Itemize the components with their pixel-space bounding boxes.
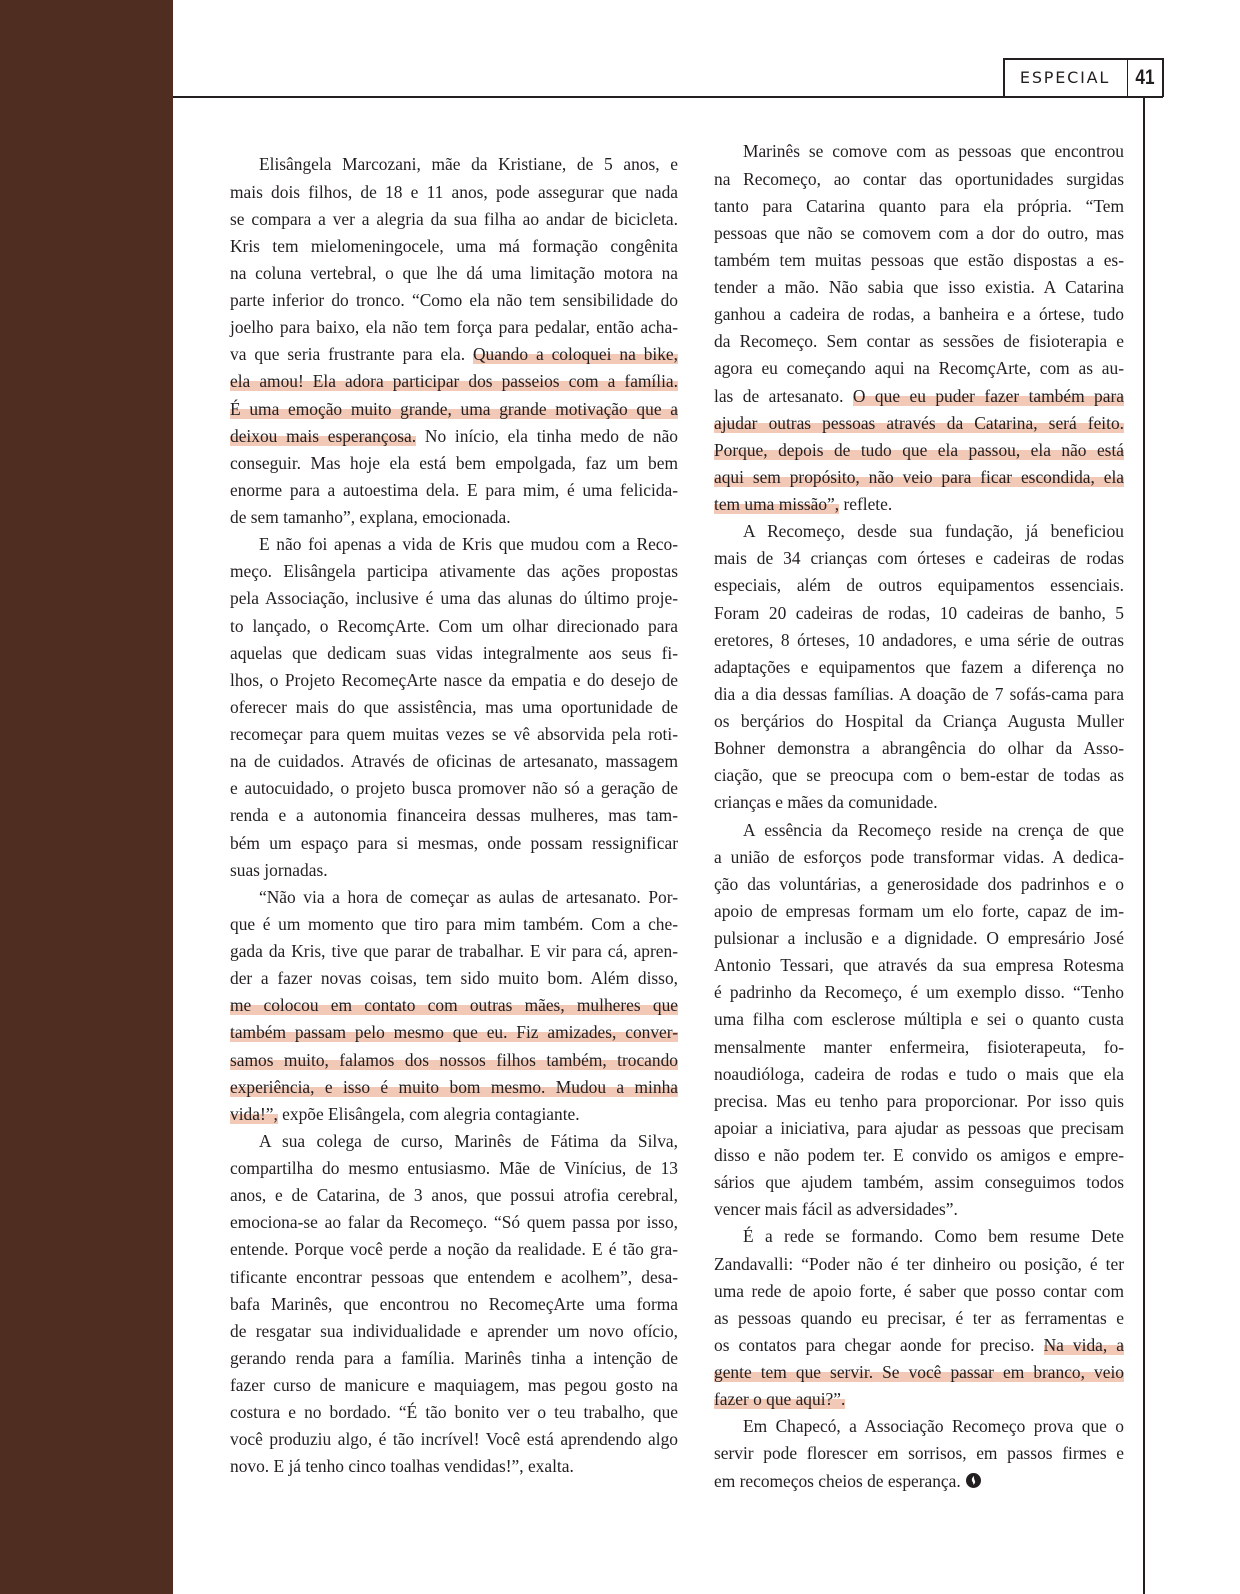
text-line: pulsionar a inclusão e a dignidade. O empresário José (714, 928, 1124, 949)
text-line: agora eu começando aqui na RecomçArte, com as au- (714, 358, 1124, 379)
text-segment: las de artesanato. (714, 385, 853, 406)
text-line: especiais, além de outros equipamentos essenciais. (714, 575, 1124, 596)
text-line: costura e no bordado. “É tão bonito ver o teu trabalho, que (230, 1402, 678, 1423)
text-line: entende. Porque você perde a noção da realidade. E é tão gra- (230, 1239, 678, 1260)
text-line: na Recomeço, ao contar das oportunidades surgidas (714, 168, 1124, 189)
paragraph (714, 1413, 1124, 1494)
highlighted-text: deixou mais esperançosa. (230, 425, 417, 446)
text-line: em recomeços cheios de esperança. (714, 1468, 1124, 1495)
text-line: gerando renda para a família. Marinês tinha a intenção de (230, 1347, 678, 1368)
text-line: gada da Kris, tive que parar de trabalhar. E vir para cá, apren- (230, 941, 678, 962)
text-line (714, 1359, 1124, 1386)
article-left-column (230, 151, 678, 1480)
article-right-column (714, 138, 1124, 1494)
text-line: fazer curso de manicure e maquiagem, mas pegou gosto na (230, 1375, 678, 1396)
header-box-divider (1127, 58, 1129, 97)
text-line: se compara a ver a alegria da sua filha ao andar de bicicleta. (230, 208, 678, 229)
text-line: eretores, 8 órteses, 10 andadores, e uma série de outras (714, 629, 1124, 650)
text-line: “Não via a hora de começar as aulas de artesanato. Por- (259, 886, 678, 907)
section-label: ESPECIAL (1019, 68, 1111, 87)
text-line: Bohner demonstra a abrangência do olhar da Asso- (714, 738, 1124, 759)
text-line: Foram 20 cadeiras de rodas, 10 cadeiras de banho, 5 (714, 602, 1124, 623)
text-line (714, 383, 1124, 410)
text-line: joelho para baixo, ela não tem força para pedalar, então acha- (230, 317, 678, 338)
text-line: vencer mais fácil as adversidades”. (714, 1199, 958, 1220)
text-segment: va que seria frustrante para ela. (230, 344, 473, 365)
text-line: oferecer mais do que assistência, mas uma oportunidade de (230, 696, 678, 717)
highlighted-text: fazer o que aqui?”. (714, 1389, 846, 1410)
text-line: compartilha do mesmo entusiasmo. Mãe de Vinícius, de 13 (230, 1158, 678, 1179)
text-line: disso e não podem ter. E convido os amigos e empre- (714, 1145, 1124, 1166)
text-line: renda e a autonomia financeira dessas mulheres, mas tam- (230, 805, 678, 826)
highlighted-text: vida!”, (230, 1103, 278, 1124)
text-line: tanto para Catarina quanto para ela própria. “Tem (714, 195, 1124, 216)
text-line: é padrinho da Recomeço, é um exemplo disso. “Tenho (714, 982, 1124, 1003)
end-mark-icon (966, 1473, 981, 1488)
highlighted-text: experiência, e isso é muito bom mesmo. Mudou a minha (230, 1076, 678, 1097)
text-line: emociona-se ao falar da Recomeço. “Só quem passa por isso, (230, 1212, 678, 1233)
paragraph (714, 138, 1124, 518)
text-line (714, 410, 1124, 437)
text-segment: No início, ela tinha medo de não (416, 425, 679, 446)
text-line: servir pode florescer em sorrisos, em passos firmes e (714, 1443, 1124, 1464)
text-line (714, 437, 1124, 464)
text-line: mensalmente manter enfermeira, fisioterapeuta, fo- (714, 1036, 1124, 1057)
highlighted-text: É uma emoção muito grande, uma grande motivação que a (230, 398, 678, 419)
paragraph (714, 518, 1124, 816)
text-line: anos, e de Catarina, de 3 anos, que possui atrofia cerebral, (230, 1185, 678, 1206)
text-line (230, 1074, 678, 1101)
text-line (714, 1386, 1124, 1413)
text-line: ciação, que se preocupa com o bem-estar de todas as (714, 765, 1124, 786)
paragraph (714, 817, 1124, 1224)
text-line (230, 1019, 678, 1046)
text-line: tificante encontrar pessoas que entendem e acolhem”, desa- (230, 1266, 678, 1287)
highlighted-text: Porque, depois de tudo que ela passou, ela não está (714, 439, 1124, 460)
text-line: dia a dia dessas famílias. A doação de 7 sofás-cama para (714, 683, 1124, 704)
text-line: der a fazer novas coisas, tem sido muito bom. Além disso, (230, 968, 678, 989)
highlighted-text: também passam pelo mesmo que eu. Fiz amizades, conver- (230, 1022, 678, 1043)
text-segment: reflete. (839, 494, 893, 515)
text-line: de resgatar sua individualidade e aprender um novo ofício, (230, 1320, 678, 1341)
text-line (714, 1332, 1124, 1359)
text-line (230, 1101, 678, 1128)
text-line: uma filha com esclerose múltipla e sei o quanto custa (714, 1009, 1124, 1030)
text-line: da Recomeço. Sem contar as sessões de fisioterapia e (714, 331, 1124, 352)
highlighted-text: aqui sem propósito, não veio para ficar escondida, ela (714, 466, 1124, 487)
text-line: aquelas que dedicam suas vidas integralmente aos seus fi- (230, 642, 678, 663)
text-segment: expõe Elisângela, com alegria contagiante. (277, 1103, 580, 1124)
text-line: to lançado, o RecomçArte. Com um olhar direcionado para (230, 615, 678, 636)
header-rule (173, 96, 1163, 98)
text-line: também tem muitas pessoas que estão dispostas a es- (714, 249, 1124, 270)
text-line: mais de 34 crianças com órteses e cadeiras de rodas (714, 548, 1124, 569)
paragraph (714, 1223, 1124, 1413)
text-line: adaptações e equipamentos que fazem a diferença no (714, 656, 1124, 677)
highlighted-text: Quando a coloquei na bike, (472, 344, 678, 365)
text-line: bém um espaço para si mesmas, onde possam ressignificar (230, 832, 678, 853)
paragraph (230, 884, 678, 1128)
text-line (230, 396, 678, 423)
text-line: novo. E já tenho cinco toalhas vendidas!”, exalta. (230, 1456, 574, 1477)
text-line: Zandavalli: “Poder não é ter dinheiro ou posição, é ter (714, 1253, 1124, 1274)
text-line (230, 341, 678, 368)
highlighted-text: O que eu puder fazer também para (852, 385, 1124, 406)
text-line: os berçários do Hospital da Criança Augusta Muller (714, 711, 1124, 732)
page-number: 41 (1135, 65, 1155, 89)
text-line: noaudióloga, cadeira de rodas e tudo o mais que ela (714, 1063, 1124, 1084)
text-line: lhos, o Projeto RecomeçArte nasce da empatia e do desejo de (230, 669, 678, 690)
text-line: Antonio Tessari, que através da sua empresa Rotesma (714, 955, 1124, 976)
text-line: Elisângela Marcozani, mãe da Kristiane, de 5 anos, e (259, 154, 678, 175)
text-line: sários que ajudem também, assim conseguimos todos (714, 1172, 1124, 1193)
text-line: parte inferior do tronco. “Como ela não tem sensibilidade do (230, 290, 678, 311)
highlighted-text: me colocou em contato com outras mães, mulheres que (230, 995, 678, 1016)
text-line: A sua colega de curso, Marinês de Fátima da Silva, (259, 1130, 678, 1151)
text-line: tender a mão. Não sabia que isso existia. A Catarina (714, 277, 1124, 298)
text-line: e autocuidado, o projeto busca promover não só a geração de (230, 778, 678, 799)
highlighted-text: samos muito, falamos dos nossos filhos também, trocando (230, 1049, 678, 1070)
text-line: Kris tem mielomeningocele, uma má formação congênita (230, 235, 678, 256)
text-line: bafa Marinês, que encontrou no RecomeçArte uma forma (230, 1293, 678, 1314)
text-line: pessoas que não se comovem com a dor do outro, mas (714, 222, 1124, 243)
text-line: apoiar a iniciativa, para ajudar as pessoas que precisam (714, 1117, 1124, 1138)
text-line: precisa. Mas eu tenho para proporcionar. Por isso quis (714, 1090, 1124, 1111)
text-line: suas jornadas. (230, 859, 328, 880)
text-line: Em Chapecó, a Associação Recomeço prova que o (743, 1416, 1124, 1437)
highlighted-text: Na vida, a (1043, 1334, 1124, 1355)
highlighted-text: ajudar outras pessoas através da Catarina, será feito. (714, 412, 1124, 433)
text-line: apoio de empresas formam um elo forte, capaz de im- (714, 900, 1124, 921)
text-line (230, 992, 678, 1019)
text-segment: os contatos para chegar aonde for preciso. (714, 1334, 1044, 1355)
text-line (230, 1047, 678, 1074)
text-line: pela Associação, inclusive é uma das alunas do último proje- (230, 588, 678, 609)
text-line: A Recomeço, desde sua fundação, já beneficiou (743, 521, 1124, 542)
paragraph (230, 1128, 678, 1481)
text-line: ção das voluntárias, a generosidade dos padrinhos e o (714, 873, 1124, 894)
text-line: recomeçar para quem muitas vezes se vê absorvida pela roti- (230, 724, 678, 745)
text-line: a união de esforços pode transformar vidas. A dedica- (714, 846, 1124, 867)
header-box-right-rule (1162, 58, 1164, 97)
text-line (714, 491, 1124, 518)
text-line (230, 368, 678, 395)
text-line: crianças e mães da comunidade. (714, 792, 938, 813)
text-line: as pessoas quando eu precisar, é ter as ferramentas e (714, 1307, 1124, 1328)
paragraph (230, 151, 678, 531)
text-line: de sem tamanho”, explana, emocionada. (230, 507, 511, 528)
text-line: mais dois filhos, de 18 e 11 anos, pode assegurar que nada (230, 181, 678, 202)
highlighted-text: ela amou! Ela adora participar dos passeios com a família. (230, 371, 678, 392)
paragraph (230, 531, 678, 884)
text-line: na de cuidados. Através de oficinas de artesanato, massagem (230, 751, 678, 772)
right-margin-rule (1143, 97, 1145, 1594)
text-line: que é um momento que tiro para mim também. Com a che- (230, 913, 678, 934)
highlighted-text: tem uma missão”, (714, 494, 840, 515)
text-line: meço. Elisângela participa ativamente das ações propostas (230, 561, 678, 582)
text-line: Marinês se comove com as pessoas que encontrou (743, 141, 1124, 162)
highlighted-text: gente tem que servir. Se você passar em branco, veio (714, 1362, 1124, 1383)
text-line: A essência da Recomeço reside na crença de que (743, 819, 1124, 840)
text-line: conseguir. Mas hoje ela está bem empolgada, faz um bem (230, 452, 678, 473)
left-color-band (0, 0, 173, 1594)
text-line: você produziu algo, é tão incrível! Você está aprendendo algo (230, 1429, 678, 1450)
text-line (714, 464, 1124, 491)
text-line: enorme para a autoestima dela. E para mim, é uma felicida- (230, 479, 678, 500)
text-line: na coluna vertebral, o que lhe dá uma limitação motora na (230, 262, 678, 283)
text-line: uma rede de apoio forte, é saber que posso contar com (714, 1280, 1124, 1301)
text-line: E não foi apenas a vida de Kris que mudou com a Reco- (259, 534, 678, 555)
text-line: ganhou a cadeira de rodas, a banheira e a órtese, tudo (714, 304, 1124, 325)
text-line: É a rede se formando. Como bem resume Dete (743, 1226, 1124, 1247)
text-line (230, 423, 678, 450)
